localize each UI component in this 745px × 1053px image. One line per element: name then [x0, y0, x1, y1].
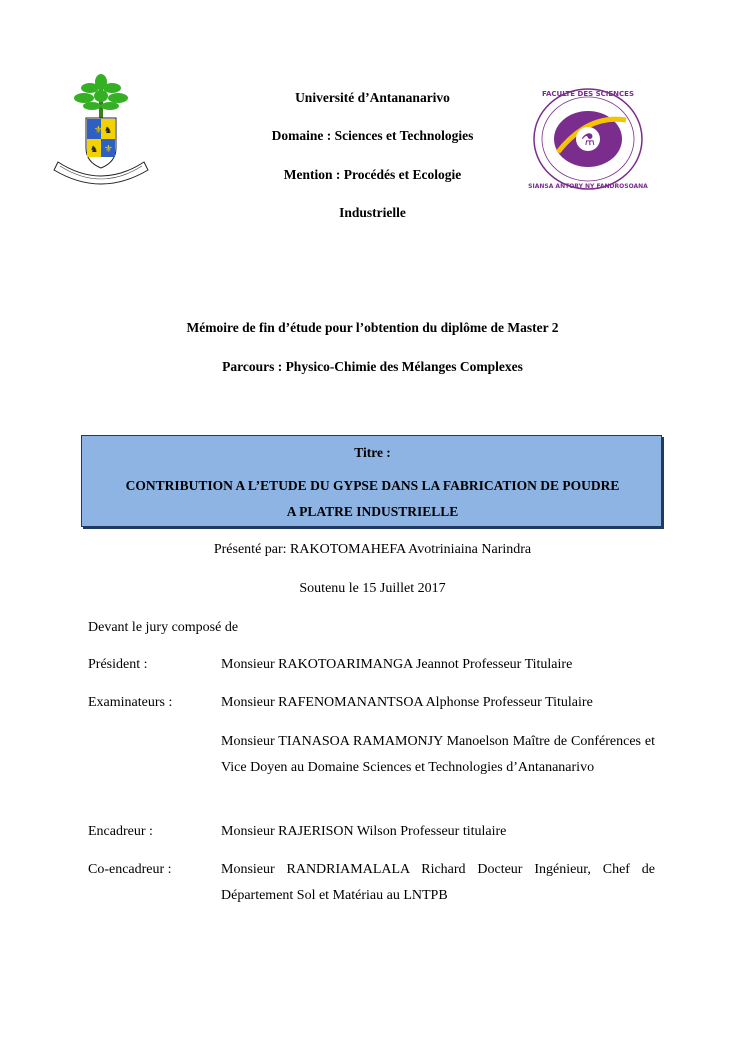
mention-line-2: Industrielle [339, 205, 406, 220]
thesis-title-line-1: CONTRIBUTION A L’ETUDE DU GYPSE DANS LA FABRICATION DE POUDRE [125, 478, 620, 493]
presented-by: Présenté par: RAKOTOMAHEFA Avotriniaina Narindra [213, 542, 532, 557]
jury-intro: Devant le jury composé de [88, 620, 239, 635]
svg-text:⚜: ⚜ [104, 144, 113, 155]
svg-text:⚜: ⚜ [94, 125, 103, 136]
thesis-title-line-2: A PLATRE INDUSTRIELLE [286, 504, 459, 519]
cosupervisor-name: Monsieur RANDRIAMALALA Richard Docteur Ingénieur, Chef de Département Sol et Matériau au LNTPB [221, 862, 655, 903]
supervisor-label: Encadreur : [88, 824, 153, 839]
parcours-line: Parcours : Physico-Chimie des Mélanges Complexes [222, 359, 523, 374]
memoire-line: Mémoire de fin d’étude pour l’obtention du diplôme de Master 2 [186, 320, 559, 335]
university-name: Université d’Antananarivo [295, 90, 450, 105]
svg-text:♞: ♞ [104, 126, 113, 136]
supervisor-name: Monsieur RAJERISON Wilson Professeur titulaire [221, 824, 507, 839]
title-box [81, 435, 662, 527]
cosupervisor-label: Co-encadreur : [88, 862, 172, 877]
svg-text:SIANSA ANTORY NY FANDROSOANA: SIANSA ANTORY NY FANDROSOANA [528, 183, 648, 190]
domain-line: Domaine : Sciences et Technologies [271, 128, 474, 143]
mention-line: Mention : Procédés et Ecologie [283, 167, 462, 182]
examiner-2: Monsieur TIANASOA RAMAMONJY Manoelson Maître de Conférences et Vice Doyen au Domaine Sciences et Technologies d’Antananarivo [221, 734, 655, 775]
examiner-1: Monsieur RAFENOMANANTSOA Alphonse Professeur Titulaire [221, 695, 593, 710]
examiners-label: Examinateurs : [88, 695, 173, 710]
thesis-title [90, 473, 655, 525]
defense-date: Soutenu le 15 Juillet 2017 [299, 581, 446, 596]
president-label: Président : [88, 657, 148, 672]
svg-text:⚗: ⚗ [580, 130, 596, 149]
svg-text:♞: ♞ [90, 145, 99, 155]
title-label: Titre : [354, 445, 391, 460]
svg-text:FACULTE DES SCIENCES: FACULTE DES SCIENCES [542, 90, 634, 98]
president-name: Monsieur RAKOTOARIMANGA Jeannot Professeur Titulaire [221, 657, 573, 672]
